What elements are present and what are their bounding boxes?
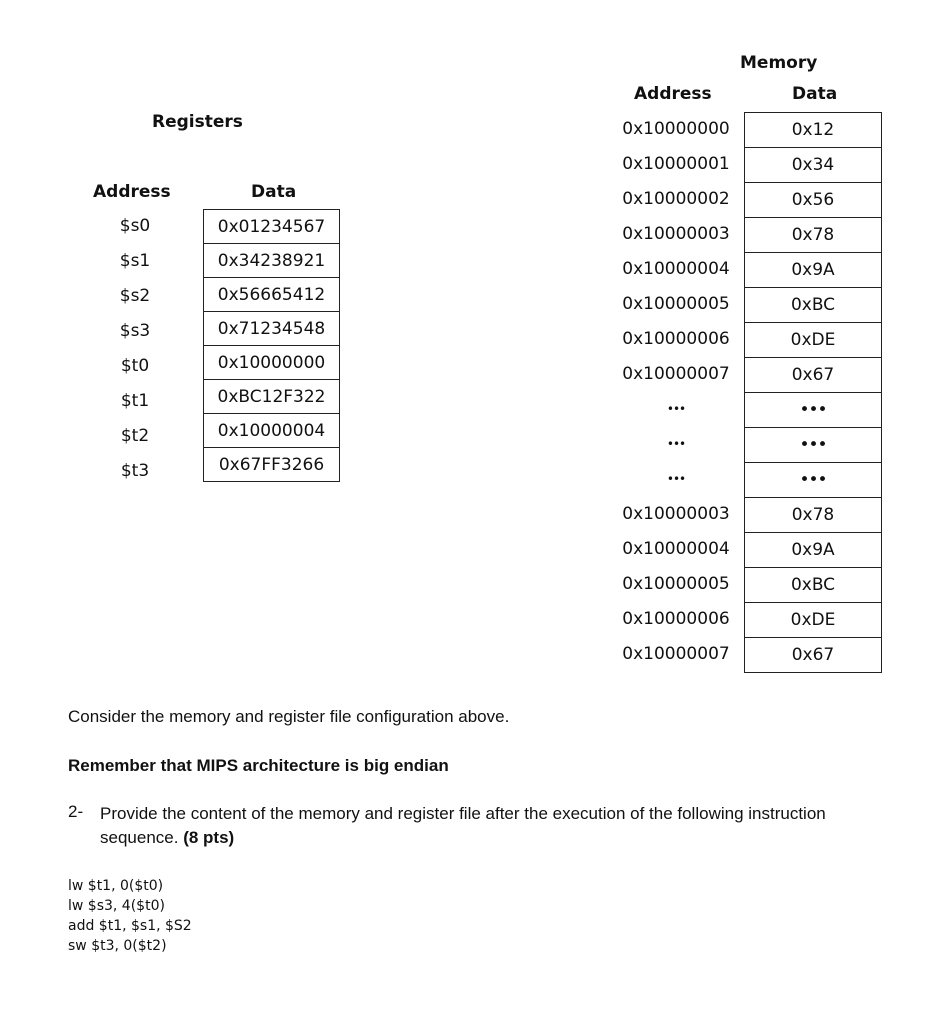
instruction-sequence xyxy=(68,876,192,956)
table-row xyxy=(745,288,882,323)
registers-address-header: Address xyxy=(93,182,171,202)
register-value: 0x34238921 xyxy=(204,244,340,278)
memory-title: Memory xyxy=(740,53,818,73)
memory-value: 0x56 xyxy=(745,183,882,218)
table-row xyxy=(745,428,882,463)
register-name: $s0 xyxy=(119,216,151,236)
table-row xyxy=(745,463,882,498)
memory-value: 0x34 xyxy=(745,148,882,183)
memory-value: 0xBC xyxy=(745,288,882,323)
ellipsis-value: ••• xyxy=(745,428,882,463)
table-row xyxy=(204,244,340,278)
register-value: 0x01234567 xyxy=(204,210,340,244)
memory-data-table xyxy=(744,112,882,673)
table-row xyxy=(204,278,340,312)
memory-address: 0x10000003 xyxy=(622,504,730,524)
memory-value: 0xDE xyxy=(745,323,882,358)
table-row xyxy=(745,183,882,218)
register-value: 0x10000004 xyxy=(204,414,340,448)
memory-value: 0x9A xyxy=(745,253,882,288)
question-points: (8 pts) xyxy=(183,828,235,847)
ellipsis-address: ••• xyxy=(666,402,686,416)
memory-value: 0x67 xyxy=(745,358,882,393)
table-row xyxy=(204,210,340,244)
memory-address: 0x10000006 xyxy=(622,609,730,629)
question-number: 2- xyxy=(68,802,84,821)
memory-address: 0x10000007 xyxy=(622,364,730,384)
register-name: $t2 xyxy=(120,426,150,446)
memory-address-header: Address xyxy=(634,84,712,104)
register-name: $s3 xyxy=(119,321,151,341)
question-body: Provide the content of the memory and register file after the execution of the following instruction sequence. xyxy=(100,804,826,847)
register-name: $t1 xyxy=(120,391,150,411)
table-row xyxy=(745,533,882,568)
register-name: $t3 xyxy=(120,461,150,481)
memory-value: 0x67 xyxy=(745,638,882,673)
memory-address: 0x10000005 xyxy=(622,294,730,314)
memory-value: 0xBC xyxy=(745,568,882,603)
memory-address: 0x10000005 xyxy=(622,574,730,594)
table-row xyxy=(204,346,340,380)
table-row xyxy=(745,113,882,148)
table-row xyxy=(204,380,340,414)
registers-data-header: Data xyxy=(251,182,297,202)
memory-address: 0x10000000 xyxy=(622,119,730,139)
memory-address: 0x10000006 xyxy=(622,329,730,349)
table-row xyxy=(745,498,882,533)
memory-address: 0x10000004 xyxy=(622,259,730,279)
instruction-line: sw $t3, 0($t2) xyxy=(68,938,167,954)
register-data-table xyxy=(203,209,340,482)
memory-value: 0xDE xyxy=(745,603,882,638)
table-row xyxy=(745,358,882,393)
memory-address-column xyxy=(612,112,740,672)
memory-value: 0x12 xyxy=(745,113,882,148)
table-row xyxy=(204,448,340,482)
endian-note: Remember that MIPS architecture is big endian xyxy=(68,756,449,775)
table-row xyxy=(745,218,882,253)
ellipsis-value: ••• xyxy=(745,393,882,428)
instruction-line: lw $t1, 0($t0) xyxy=(68,878,164,894)
memory-address: 0x10000003 xyxy=(622,224,730,244)
memory-address: 0x10000007 xyxy=(622,644,730,664)
memory-value: 0x78 xyxy=(745,218,882,253)
register-names-column xyxy=(100,209,170,489)
register-name: $s1 xyxy=(119,251,151,271)
memory-value: 0x9A xyxy=(745,533,882,568)
register-name: $s2 xyxy=(119,286,151,306)
registers-title: Registers xyxy=(152,112,243,132)
table-row xyxy=(745,393,882,428)
table-row xyxy=(204,414,340,448)
register-value: 0x67FF3266 xyxy=(204,448,340,482)
memory-address: 0x10000001 xyxy=(622,154,730,174)
register-value: 0x56665412 xyxy=(204,278,340,312)
ellipsis-address: ••• xyxy=(666,437,686,451)
memory-address: 0x10000002 xyxy=(622,189,730,209)
question-text xyxy=(100,802,860,850)
memory-address: 0x10000004 xyxy=(622,539,730,559)
table-row xyxy=(745,148,882,183)
table-row xyxy=(745,253,882,288)
ellipsis-value: ••• xyxy=(745,463,882,498)
memory-data-header: Data xyxy=(792,84,838,104)
register-name: $t0 xyxy=(120,356,150,376)
memory-value: 0x78 xyxy=(745,498,882,533)
instruction-line: lw $s3, 4($t0) xyxy=(68,898,165,914)
register-value: 0x10000000 xyxy=(204,346,340,380)
table-row xyxy=(745,603,882,638)
instruction-line: add $t1, $s1, $S2 xyxy=(68,918,192,934)
table-row xyxy=(745,323,882,358)
table-row xyxy=(745,568,882,603)
register-value: 0x71234548 xyxy=(204,312,340,346)
register-value: 0xBC12F322 xyxy=(204,380,340,414)
table-row xyxy=(204,312,340,346)
question-intro: Consider the memory and register file configuration above. xyxy=(68,707,510,726)
table-row xyxy=(745,638,882,673)
ellipsis-address: ••• xyxy=(666,472,686,486)
